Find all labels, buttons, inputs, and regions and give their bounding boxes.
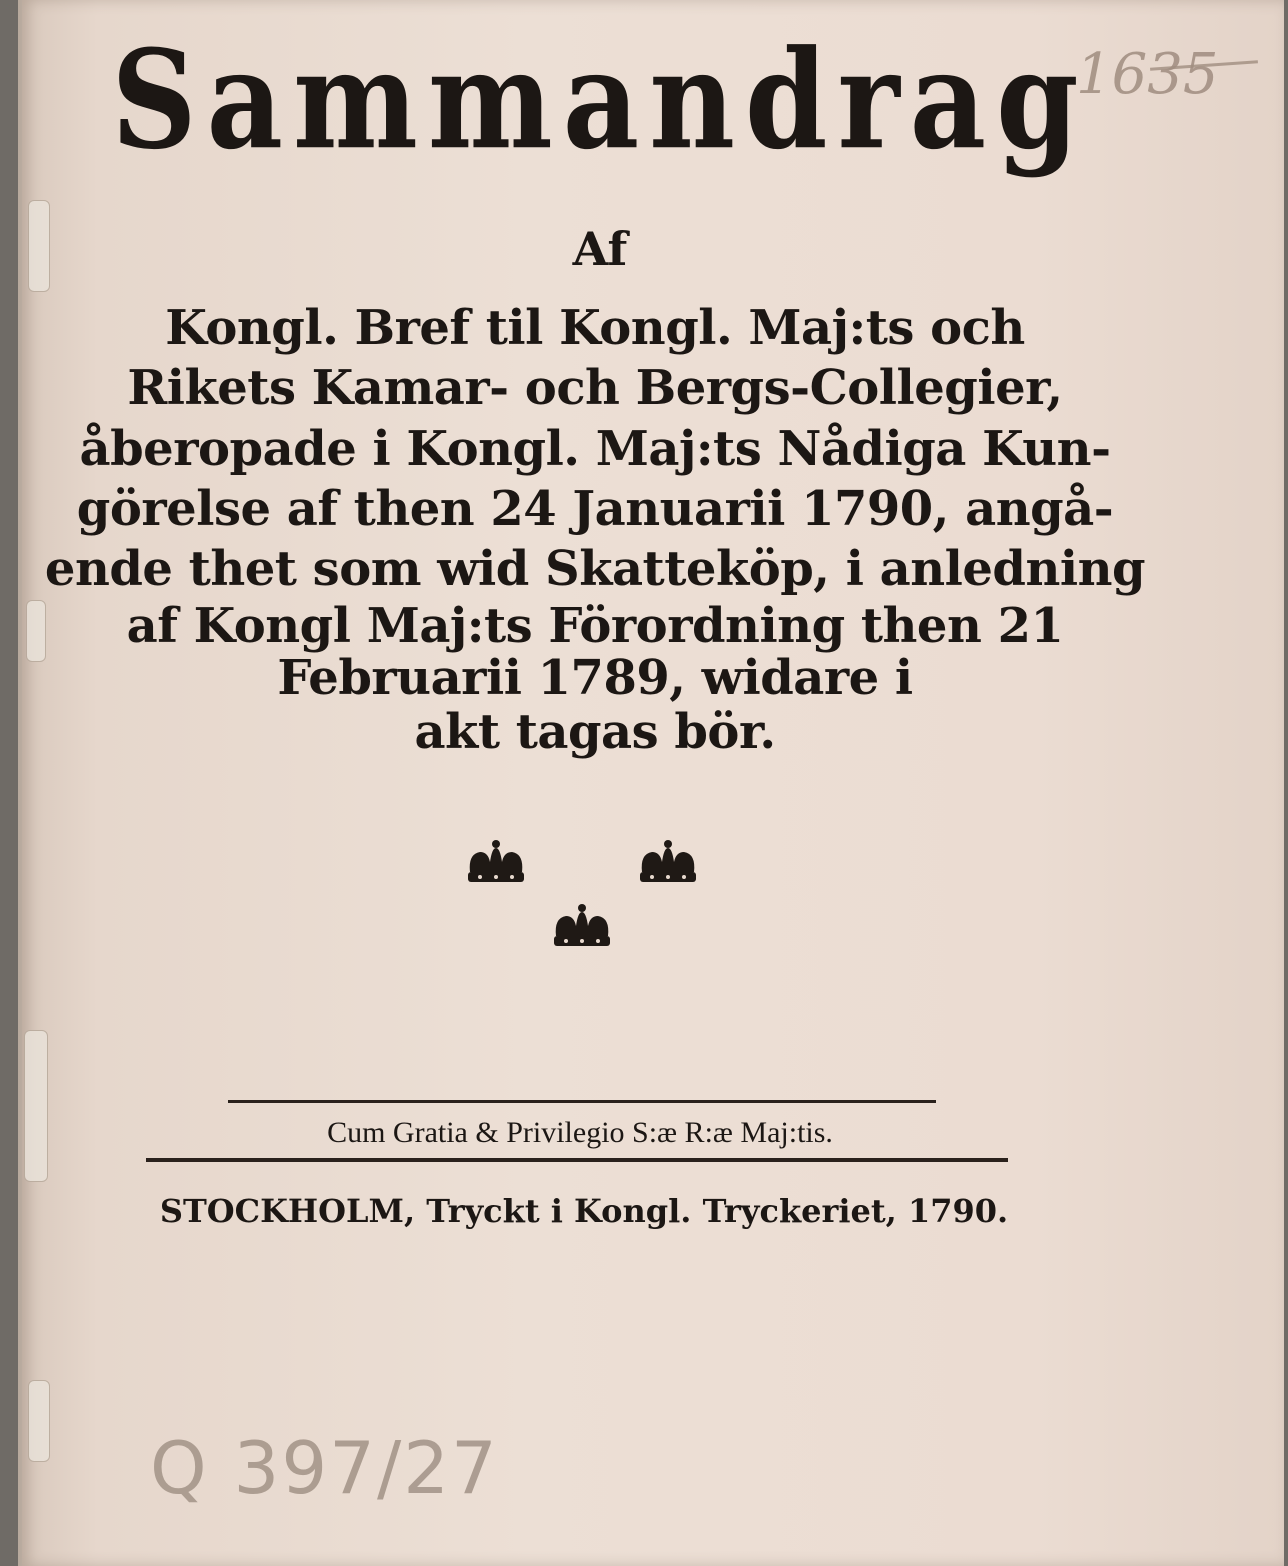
body-line: ende thet som wid Skatteköp, i anledning [44,541,1146,597]
document-subtitle: Af [572,222,628,276]
crown-icon [636,838,700,890]
manuscript-number: 1635 [1076,42,1219,107]
imprint-line: STOCKHOLM, Tryckt i Kongl. Tryckeriet, 1790. [159,1192,1009,1230]
body-line: af Kongl Maj:ts Förordning then 21 [126,598,1064,654]
crown-icon [464,838,528,890]
rule-top [228,1100,936,1103]
binding-thread [28,1380,50,1462]
privilege-line: Cum Gratia & Privilegio S:æ R:æ Maj:tis. [327,1116,833,1149]
body-line: Rikets Kamar- och Bergs-Collegier, [127,360,1063,416]
rule-bottom [146,1158,1008,1162]
body-line: görelse af then 24 Januarii 1790, angå- [76,481,1114,537]
crown-icon [550,902,614,954]
binding-thread [24,1030,48,1182]
body-line: Kongl. Bref til Kongl. Maj:ts och [165,300,1025,356]
body-line: Februarii 1789, widare i [277,650,913,706]
body-line: åberopade i Kongl. Maj:ts Nådiga Kun- [79,421,1111,477]
shelfmark: Q 397/27 [150,1426,499,1510]
body-line: akt tagas bör. [414,704,776,760]
document-title: Sammandrag [111,19,1089,180]
